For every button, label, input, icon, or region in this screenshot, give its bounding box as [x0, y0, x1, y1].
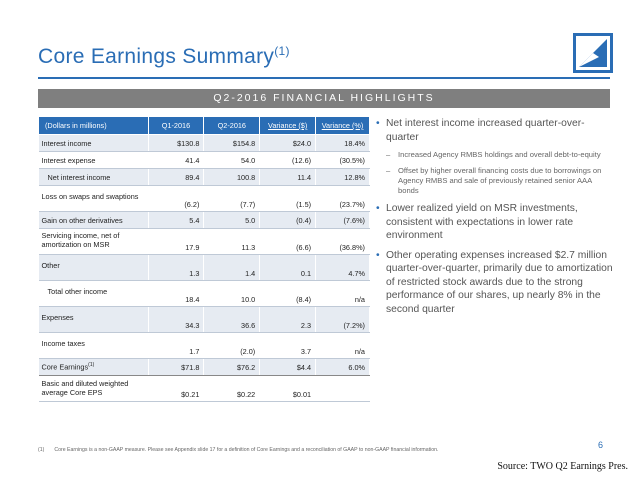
row-label: Interest income — [39, 135, 149, 152]
cell-variance-percent: (7.6%) — [316, 212, 370, 229]
sub-bullet-financing-costs: – Offset by higher overall financing costs due to borrowings on Agency RMBS and sale of previously retained senior AAA bonds — [376, 166, 614, 196]
table-row — [39, 333, 370, 359]
row-label: Basic and diluted weighted average Core EPS — [39, 376, 149, 402]
cell-variance-percent: (36.8%) — [316, 229, 370, 255]
cell-q2: 10.0 — [204, 281, 260, 307]
cell-q2: (7.7) — [204, 186, 260, 212]
cell-q2: 36.6 — [204, 307, 260, 333]
cell-q1: 5.4 — [148, 212, 204, 229]
cell-q2: 54.0 — [204, 152, 260, 169]
header-label: (Dollars in millions) — [39, 117, 149, 135]
footnote-marker: (1) — [38, 447, 45, 453]
row-label: Net interest income — [39, 169, 149, 186]
financial-table — [38, 116, 370, 402]
cell-q1: 17.9 — [148, 229, 204, 255]
cell-variance-dollar: (0.4) — [260, 212, 316, 229]
cell-q1: 1.7 — [148, 333, 204, 359]
core-earnings-footnote-marker: (1) — [88, 362, 95, 369]
cell-q2: 5.0 — [204, 212, 260, 229]
cell-variance-percent: n/a — [316, 333, 370, 359]
cell-q1: 18.4 — [148, 281, 204, 307]
row-label: Income taxes — [39, 333, 149, 359]
row-label: Interest expense — [39, 152, 149, 169]
bullet-net-interest-income: • Net interest income increased quarter-over-quarter — [376, 117, 614, 144]
highlights-bullets — [376, 117, 614, 322]
footnote — [38, 447, 438, 453]
cell-q2: 11.3 — [204, 229, 260, 255]
cell-q2: $0.22 — [204, 376, 260, 402]
table-row — [39, 169, 370, 186]
table-row-total — [39, 359, 370, 376]
cell-q1: 41.4 — [148, 152, 204, 169]
row-label: Core Earnings$^{(1)}$ — [39, 359, 149, 376]
title-footnote-marker: (1) — [274, 44, 290, 58]
row-label: Total other income — [39, 281, 149, 307]
cell-variance-dollar: $4.4 — [260, 359, 316, 376]
cell-variance-percent: (23.7%) — [316, 186, 370, 212]
cell-variance-percent: 4.7% — [316, 255, 370, 281]
row-label: Gain on other derivatives — [39, 212, 149, 229]
cell-variance-dollar: 3.7 — [260, 333, 316, 359]
row-label: Loss on swaps and swaptions — [39, 186, 149, 212]
cell-variance-percent: 6.0% — [316, 359, 370, 376]
row-label: Other — [39, 255, 149, 281]
table-row — [39, 255, 370, 281]
page-number: 6 — [598, 440, 604, 450]
header-q1: Q1-2016 — [148, 117, 204, 135]
row-label: Servicing income, net of amortization on MSR — [39, 229, 149, 255]
sub-bullet-agency-rmbs: – Increased Agency RMBS holdings and overall debt-to-equity — [376, 150, 614, 160]
header-variance-percent: Variance (%) — [316, 117, 370, 135]
table-row — [39, 186, 370, 212]
cell-q2: $76.2 — [204, 359, 260, 376]
cell-variance-dollar: (8.4) — [260, 281, 316, 307]
cell-variance-dollar: (6.6) — [260, 229, 316, 255]
source-caption: Source: TWO Q2 Earnings Pres. — [497, 461, 628, 472]
cell-variance-dollar: 2.3 — [260, 307, 316, 333]
company-logo-icon — [573, 33, 613, 73]
cell-q1: $130.8 — [148, 135, 204, 152]
cell-variance-percent: 12.8% — [316, 169, 370, 186]
cell-q1: 34.3 — [148, 307, 204, 333]
cell-q2: (2.0) — [204, 333, 260, 359]
bullet-msr-yield: • Lower realized yield on MSR investments, consistent with expectations in lower rate environment — [376, 202, 614, 243]
cell-variance-dollar: $0.01 — [260, 376, 316, 402]
cell-q1: (6.2) — [148, 186, 204, 212]
table-row — [39, 281, 370, 307]
header-q2: Q2-2016 — [204, 117, 260, 135]
cell-q1: 89.4 — [148, 169, 204, 186]
bullet-operating-expenses: • Other operating expenses increased $2.7 million quarter-over-quarter, primarily due to amortization of restricted stock awards due to the strong performance of our shares, up nearly 8% in the second quarter — [376, 249, 614, 317]
table-row — [39, 135, 370, 152]
table-row — [39, 376, 370, 402]
cell-q2: 100.8 — [204, 169, 260, 186]
cell-q1: $0.21 — [148, 376, 204, 402]
cell-q1: $71.8 — [148, 359, 204, 376]
cell-variance-dollar: (12.6) — [260, 152, 316, 169]
cell-variance-percent: n/a — [316, 281, 370, 307]
cell-variance-dollar: (1.5) — [260, 186, 316, 212]
cell-variance-percent: (30.5%) — [316, 152, 370, 169]
cell-variance-dollar: 11.4 — [260, 169, 316, 186]
slide-title: Core Earnings Summary$^{(1)}$ — [38, 44, 290, 68]
cell-variance-dollar: 0.1 — [260, 255, 316, 281]
section-banner: Q2-2016 FINANCIAL HIGHLIGHTS — [38, 89, 610, 108]
cell-variance-percent — [316, 376, 370, 402]
cell-variance-dollar: $24.0 — [260, 135, 316, 152]
header-variance-dollar: Variance ($) — [260, 117, 316, 135]
table-row — [39, 229, 370, 255]
table-row — [39, 307, 370, 333]
cell-variance-percent: (7.2%) — [316, 307, 370, 333]
table-row — [39, 212, 370, 229]
cell-q1: 1.3 — [148, 255, 204, 281]
cell-q2: 1.4 — [204, 255, 260, 281]
title-rule — [38, 77, 610, 79]
cell-q2: $154.8 — [204, 135, 260, 152]
table-header-row — [39, 117, 370, 135]
cell-variance-percent: 18.4% — [316, 135, 370, 152]
table-row — [39, 152, 370, 169]
footnote-text: Core Earnings is a non-GAAP measure. Please see Appendix slide 17 for a definition of Core Earnings and a reconciliation of GAAP to non-GAAP financial information. — [54, 447, 439, 453]
row-label: Expenses — [39, 307, 149, 333]
